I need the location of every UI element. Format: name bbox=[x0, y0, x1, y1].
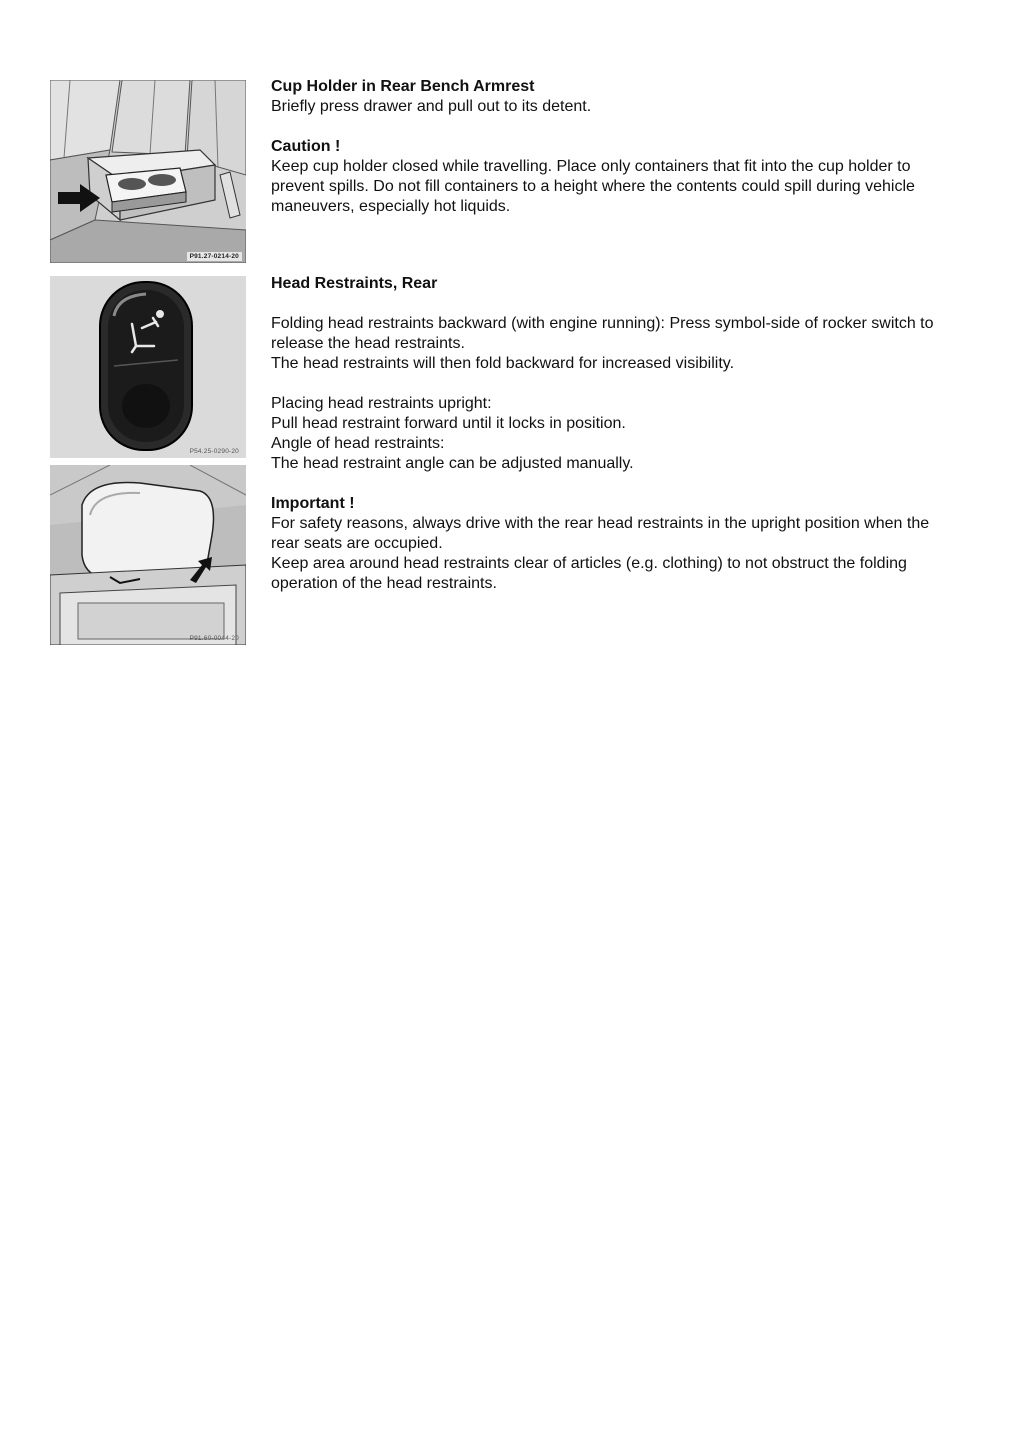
rocker-switch-figure bbox=[50, 276, 246, 458]
upright-text: Pull head restraint forward until it locks in position. bbox=[271, 415, 626, 432]
head-restraint-figure bbox=[50, 465, 246, 645]
angle-heading: Angle of head restraints: bbox=[271, 435, 445, 452]
cup-holder-section bbox=[271, 77, 951, 217]
rocker-switch-illustration bbox=[50, 276, 246, 458]
head-restraints-title: Head Restraints, Rear bbox=[271, 275, 438, 292]
figure-code: P91.60-0044-20 bbox=[189, 635, 239, 642]
angle-text: The head restraint angle can be adjusted manually. bbox=[271, 455, 634, 472]
head-restraints-section bbox=[271, 274, 951, 594]
figure-code: P91.27-0214-20 bbox=[187, 252, 242, 261]
important-text-2: Keep area around head restraints clear of articles (e.g. clothing) to not obstruct the folding operation of the head restraints. bbox=[271, 555, 907, 592]
cup-holder-illustration bbox=[50, 80, 246, 263]
fold-text-2: The head restraints will then fold backward for increased visibility. bbox=[271, 355, 735, 372]
cup-holder-title: Cup Holder in Rear Bench Armrest bbox=[271, 78, 535, 95]
important-heading: Important ! bbox=[271, 495, 355, 512]
fold-text-1: Folding head restraints backward (with engine running): Press symbol-side of rocker switch to release the head restraints. bbox=[271, 315, 934, 352]
cup-holder-figure bbox=[50, 80, 246, 263]
head-restraint-illustration bbox=[50, 465, 246, 645]
important-text-1: For safety reasons, always drive with the rear head restraints in the upright position when the rear seats are occupied. bbox=[271, 515, 930, 552]
figure-code: P54.25-0290-20 bbox=[189, 448, 239, 455]
caution-heading: Caution ! bbox=[271, 138, 341, 155]
cup-holder-instruction: Briefly press drawer and pull out to its detent. bbox=[271, 98, 592, 115]
caution-text: Keep cup holder closed while travelling. Place only containers that fit into the cup holder to prevent spills. Do not fill containers to a height where the contents could spill during vehicle maneuvers, especially hot liquids. bbox=[271, 158, 915, 215]
upright-heading: Placing head restraints upright: bbox=[271, 395, 492, 412]
